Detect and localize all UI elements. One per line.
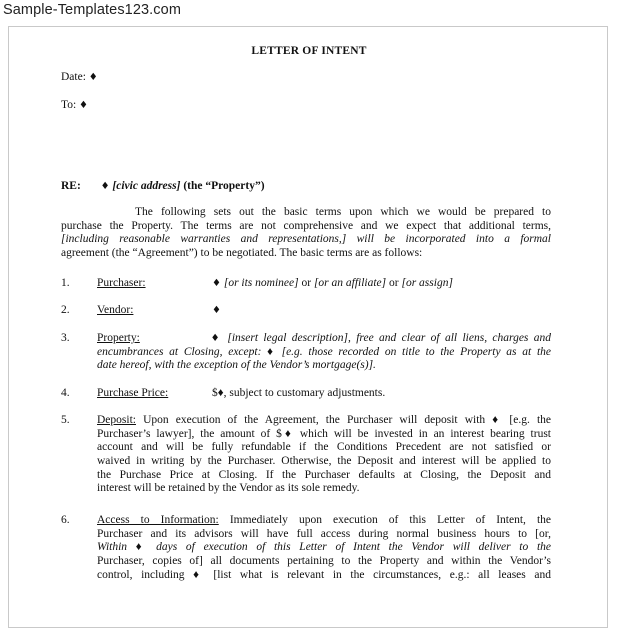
access-line: Purchaser and its advisors will have full access during normal business hours to [or,: [97, 527, 551, 540]
purchaser-nominee: [or its nominee]: [223, 277, 299, 289]
access-line: Purchaser, copies of] all documents pertaining to the Property and within the Vendor’s: [97, 555, 551, 568]
item-number: 2.: [61, 304, 70, 316]
access-line: Within ♦ days of execution of this Letter of Intent the Vendor will deliver to the: [97, 541, 551, 554]
deposit-text: Upon execution of the Agreement, the Purchaser will deposit with ♦ [e.g. the: [143, 414, 552, 426]
deposit-line-1: [97, 414, 551, 428]
access-text: Immediately upon execution of this Letter of Intent, the: [229, 514, 552, 526]
document-title: LETTER OF INTENT: [251, 45, 367, 57]
access-line: control, including ♦ [list what is relevant in the circumstances, e.g.: all leases and: [97, 568, 551, 581]
item-label-deposit: Deposit:: [97, 414, 136, 426]
property-line-1: [97, 332, 551, 346]
date-line: [61, 71, 98, 83]
purchaser-value: [212, 277, 453, 289]
property-line: encumbrances at Closing, except: ♦ [e.g. those recorded on title to the Property as at the: [97, 345, 551, 358]
item-number: 5.: [61, 414, 70, 426]
intro-line: purchase the Property. The terms are not comprehensive and we expect that additional terms,: [61, 219, 551, 232]
vendor-value: [212, 304, 221, 316]
re-placeholder: [civic address]: [112, 180, 181, 192]
intro-line: The following sets out the basic terms upon which we would be prepared to: [135, 206, 551, 218]
re-diamond: ♦: [100, 181, 110, 192]
watermark-text: Sample-Templates123.com: [3, 2, 181, 18]
property-paragraph: [97, 332, 551, 373]
to-label: To:: [61, 99, 77, 111]
date-label: Date:: [61, 71, 86, 83]
item-label-vendor: Vendor:: [97, 304, 134, 316]
property-text: [insert legal description], free and clear of all liens, charges and: [227, 332, 552, 344]
vendor-diamond: ♦: [212, 305, 221, 316]
re-label: RE:: [61, 180, 81, 192]
item-label-purchase-price: Purchase Price:: [97, 387, 169, 399]
deposit-line: account and will be fully refundable if the Conditions Precedent are not satisfied or: [97, 441, 551, 454]
re-line: [61, 180, 265, 192]
intro-line: [including reasonable warranties and representations,] will be incorporated into a formal: [61, 233, 551, 246]
item-label-property: Property:: [97, 332, 140, 344]
purchaser-or-2: or: [389, 277, 399, 289]
purchaser-assign: [or assign]: [401, 277, 453, 289]
item-number: 6.: [61, 514, 70, 526]
re-suffix: (the “Property”): [183, 180, 265, 192]
deposit-line: waived in writing by the Purchaser. Otherwise, the Deposit and interest will be applied to: [97, 455, 551, 468]
item-label-purchaser: Purchaser:: [97, 277, 146, 289]
deposit-line: interest will be retained by the Vendor as its sole remedy.: [97, 482, 360, 495]
deposit-paragraph: [97, 414, 551, 496]
property-diamond: ♦: [210, 333, 223, 344]
item-label-access: Access to Information:: [97, 514, 219, 526]
to-placeholder-diamond: ♦: [79, 100, 89, 111]
purchaser-or: or: [301, 277, 312, 289]
access-paragraph: [97, 514, 551, 582]
intro-line: agreement (the “Agreement”) to be negotiated. The basic terms are as follows:: [61, 247, 423, 260]
purchase-price-value: $♦, subject to customary adjustments.: [212, 387, 386, 399]
item-number: 3.: [61, 332, 70, 344]
purchaser-affiliate: [or an affiliate]: [313, 277, 387, 289]
intro-paragraph: [61, 206, 551, 261]
date-placeholder-diamond: ♦: [88, 72, 98, 83]
item-number: 4.: [61, 387, 70, 399]
deposit-line: the Purchase Price at Closing. If the Purchaser defaults at Closing, the Deposit and: [97, 468, 551, 481]
access-line-1: [97, 514, 551, 528]
deposit-line: Purchaser’s lawyer], the amount of $♦ which will be invested in an interest bearing trust: [97, 427, 551, 440]
to-line: [61, 99, 88, 111]
purchaser-diamond: ♦: [212, 278, 221, 289]
item-number: 1.: [61, 277, 70, 289]
property-line: date hereof, with the exception of the Vendor’s mortgage(s)].: [97, 359, 376, 372]
